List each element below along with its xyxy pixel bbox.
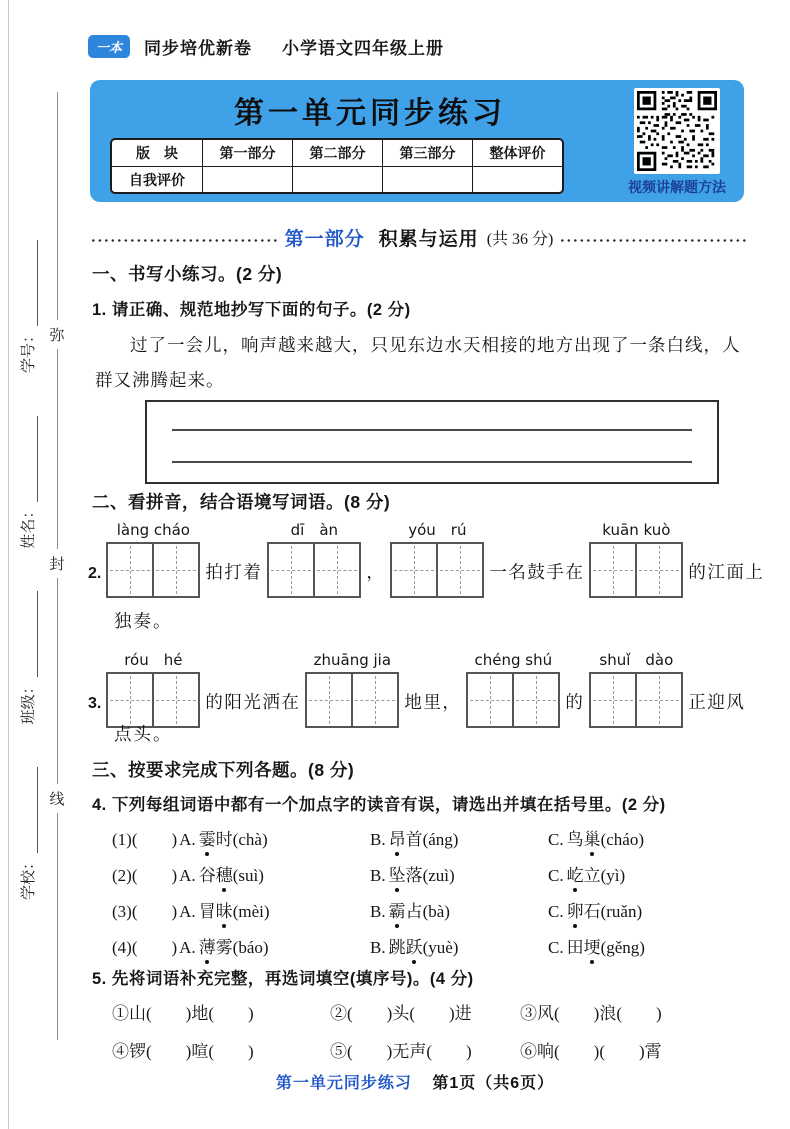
writing-cell (635, 674, 681, 726)
score-header-part2: 第二部分 (292, 140, 382, 166)
pinyin-box-group (466, 651, 560, 728)
dotted-char: 跃 (405, 938, 423, 957)
dotted-char: 屹 (566, 866, 584, 885)
school-label: 学校： (19, 854, 37, 900)
school-field (17, 767, 38, 900)
pinyin-label: zhuāng jia (313, 651, 392, 669)
answer-bracket: (1)( ) (112, 830, 178, 849)
option-text: 雾(báo) (215, 938, 269, 957)
option-b (368, 897, 546, 922)
pinyin-box (589, 542, 683, 598)
option-text: (gěng) (600, 938, 645, 957)
score-empty-cell (472, 166, 562, 192)
dotted-char: 霎 (198, 830, 216, 849)
qr-code (634, 88, 720, 174)
pinyin-box-group (106, 651, 200, 728)
pinyin-label: chéng shú (474, 651, 553, 669)
option-text: 田 (566, 938, 584, 957)
dotted-char: 霸 (388, 902, 406, 921)
question4-row-1 (112, 825, 760, 850)
pinyin-box (106, 542, 200, 598)
pinyin-box (589, 672, 683, 728)
question4-stem: 4. 下列每组词语中都有一个加点字的读音有误，请选出并填在括号里。(2 分) (92, 796, 666, 814)
question3-continuation: 点头。 (114, 724, 173, 744)
pinyin-box-group (390, 521, 484, 598)
student-id-strip (11, 240, 43, 900)
writing-cell (468, 674, 512, 726)
dotted-char: 穗 (215, 866, 233, 885)
publisher-logo: 一本 (88, 35, 130, 58)
option-text: 石(ruǎn) (583, 902, 643, 921)
score-header-block: 版 块 (136, 145, 178, 161)
writing-cell (108, 544, 152, 596)
score-empty-cell (292, 166, 382, 192)
dotted-char: 卵 (566, 902, 584, 921)
writing-cell (512, 674, 558, 726)
question4-row-3 (112, 897, 760, 922)
option-text: (mèi) (232, 902, 270, 921)
pinyin-label: kuān kuò (602, 521, 671, 539)
idiom-blank: ④锣( )喧( ) (112, 1042, 254, 1061)
book-title: 小学语文四年级上册 (282, 39, 445, 58)
option-text: (suì) (232, 866, 264, 885)
number-field (17, 240, 38, 373)
option-letter: B. (370, 938, 386, 957)
option-text: 占(bà) (405, 902, 450, 921)
sentence-segment: 一名鼓手在 (489, 562, 585, 582)
option-letter: B. (370, 866, 386, 885)
idiom-blank: ②( )头( )进 (330, 1004, 472, 1023)
dotted-char: 昧 (215, 902, 233, 921)
option-b (368, 933, 546, 958)
pinyin-box (466, 672, 560, 728)
writing-cell (152, 674, 198, 726)
option-c (546, 861, 760, 886)
copy-sentence: 过了一会儿，响声越来越大，只见东边水天相接的地方出现了一条白线，人群又沸腾起来。 (95, 335, 741, 390)
score-empty-cell (382, 166, 472, 192)
option-letter: A. (179, 866, 196, 885)
writing-cell (591, 544, 635, 596)
number-label: 学号： (19, 328, 37, 374)
option-a (112, 825, 368, 850)
option-b (368, 825, 546, 850)
page-footer (88, 1070, 742, 1093)
sentence-segment: ， (366, 562, 386, 582)
seal-char-2: 封 (47, 549, 67, 578)
writing-cell (307, 674, 351, 726)
page-edge-line (8, 0, 9, 1129)
idiom-blank: ①山( )地( ) (112, 1004, 254, 1023)
question3-number: 3. (88, 695, 102, 712)
option-letter: A. (179, 830, 196, 849)
school-blank (21, 767, 38, 853)
unit-title: 第一单元同步练习 (234, 97, 506, 130)
writing-cell (436, 544, 482, 596)
idiom-blank: ③风( )浪( ) (520, 1004, 662, 1023)
question4-row-4 (112, 933, 760, 958)
question3-row (88, 651, 745, 728)
question2-continuation: 独奏。 (114, 611, 173, 631)
sentence-segment: 的阳光洒在 (205, 692, 301, 712)
pinyin-box-group (305, 651, 399, 728)
question2-number: 2. (88, 565, 102, 582)
dotted-line-right (561, 239, 746, 242)
dotted-char: 坠 (388, 866, 406, 885)
part1-score: (共 36 分) (486, 231, 554, 248)
question2-row (88, 521, 764, 598)
question1-stem: 1. 请正确、规范地抄写下面的句子。(2 分) (92, 301, 411, 319)
part1-divider (92, 228, 746, 252)
option-b (368, 861, 546, 886)
option-text: 立(yì) (583, 866, 626, 885)
pinyin-label: làng cháo (116, 521, 190, 539)
option-a (112, 861, 368, 886)
score-header-overall: 整体评价 (472, 140, 562, 166)
option-c (546, 825, 760, 850)
score-empty-cell (202, 166, 292, 192)
option-text: (cháo) (600, 830, 645, 849)
seal-char-1: 弥 (47, 320, 67, 349)
option-text: 落(zuì) (405, 866, 455, 885)
option-letter: C. (548, 902, 564, 921)
pinyin-box-group (106, 521, 200, 598)
dotted-char: 埂 (583, 938, 601, 957)
section3-title: 三、按要求完成下列各题。(8 分) (92, 760, 355, 780)
idiom-blank: ⑥响( )( )霄 (520, 1042, 662, 1061)
idiom-blank: ⑤( )无声( ) (330, 1042, 472, 1061)
pinyin-box-group (589, 521, 683, 598)
answer-bracket: (4)( ) (112, 938, 178, 957)
option-c (546, 897, 760, 922)
dotted-line-left (92, 239, 277, 242)
score-header-part1: 第一部分 (202, 140, 292, 166)
option-a (112, 933, 368, 958)
sentence-segment: 的江面上 (688, 562, 765, 582)
pinyin-box (305, 672, 399, 728)
question5-stem: 5. 先将词语补充完整，再选词填空(填序号)。(4 分) (92, 970, 474, 988)
writing-cell (269, 544, 313, 596)
option-text: 时(chà) (215, 830, 268, 849)
answer-bracket: (3)( ) (112, 902, 178, 921)
sentence-segment: 的 (565, 692, 585, 712)
dotted-char: 昂 (388, 830, 406, 849)
unit-banner (90, 80, 744, 202)
question5-row-1 (112, 999, 760, 1024)
writing-cell (392, 544, 436, 596)
answer-bracket: (2)( ) (112, 866, 178, 885)
pinyin-box (267, 542, 361, 598)
option-letter: C. (548, 830, 564, 849)
page-number: 第1页（共6页） (432, 1075, 555, 1092)
option-letter: B. (370, 830, 386, 849)
writing-cell (108, 674, 152, 726)
part1-name: 第一部分 (284, 229, 365, 250)
option-text: 冒 (198, 902, 216, 921)
footer-unit-title: 第一单元同步练习 (275, 1075, 412, 1092)
class-field (17, 591, 38, 724)
writing-cell (313, 544, 359, 596)
option-letter: A. (179, 938, 196, 957)
number-blank (21, 240, 38, 326)
self-eval-label: 自我评价 (112, 166, 202, 192)
sentence-segment: 地里， (404, 692, 462, 712)
option-text: 谷 (198, 866, 216, 885)
writing-cell (635, 544, 681, 596)
dotted-char: 薄 (198, 938, 216, 957)
option-letter: C. (548, 866, 564, 885)
writing-box (145, 400, 719, 484)
name-field (17, 416, 38, 549)
option-text: (yuè) (422, 938, 459, 957)
score-header-part3: 第三部分 (382, 140, 472, 166)
score-table (110, 138, 564, 194)
option-letter: C. (548, 938, 564, 957)
class-label: 班级： (19, 679, 37, 725)
seal-char-3: 线 (47, 784, 67, 813)
writing-cell (591, 674, 635, 726)
option-text: 跳 (388, 938, 406, 957)
option-letter: B. (370, 902, 386, 921)
pinyin-box (106, 672, 200, 728)
pinyin-box-group (267, 521, 361, 598)
dotted-char: 巢 (583, 830, 601, 849)
pinyin-box-group (589, 651, 683, 728)
option-a (112, 897, 368, 922)
writing-cell (351, 674, 397, 726)
class-blank (21, 591, 38, 677)
writing-line (172, 461, 692, 463)
question5-row-2 (112, 1037, 760, 1062)
pinyin-box (390, 542, 484, 598)
series-title: 同步培优新卷 (144, 39, 253, 58)
sentence-segment: 拍打着 (205, 562, 263, 582)
option-letter: A. (179, 902, 196, 921)
page-header (88, 34, 444, 59)
writing-cell (152, 544, 198, 596)
name-label: 姓名： (19, 503, 37, 549)
name-blank (21, 416, 38, 502)
sentence-segment: 正迎风 (688, 692, 746, 712)
option-text: 首(áng) (405, 830, 459, 849)
section1-title: 一、书写小练习。(2 分) (92, 264, 283, 284)
pinyin-label: róu hé (124, 651, 183, 669)
section2-title: 二、看拼音，结合语境写词语。(8 分) (92, 492, 391, 512)
qr-caption: 视频讲解题方法 (628, 179, 726, 195)
option-c (546, 933, 760, 958)
part1-topic: 积累与运用 (378, 229, 479, 250)
pinyin-label: yóu rú (408, 521, 467, 539)
option-text: 鸟 (566, 830, 584, 849)
pinyin-label: shuǐ dào (599, 651, 674, 669)
question4-row-2 (112, 861, 760, 886)
pinyin-label: dī àn (290, 521, 339, 539)
writing-line (172, 429, 692, 431)
